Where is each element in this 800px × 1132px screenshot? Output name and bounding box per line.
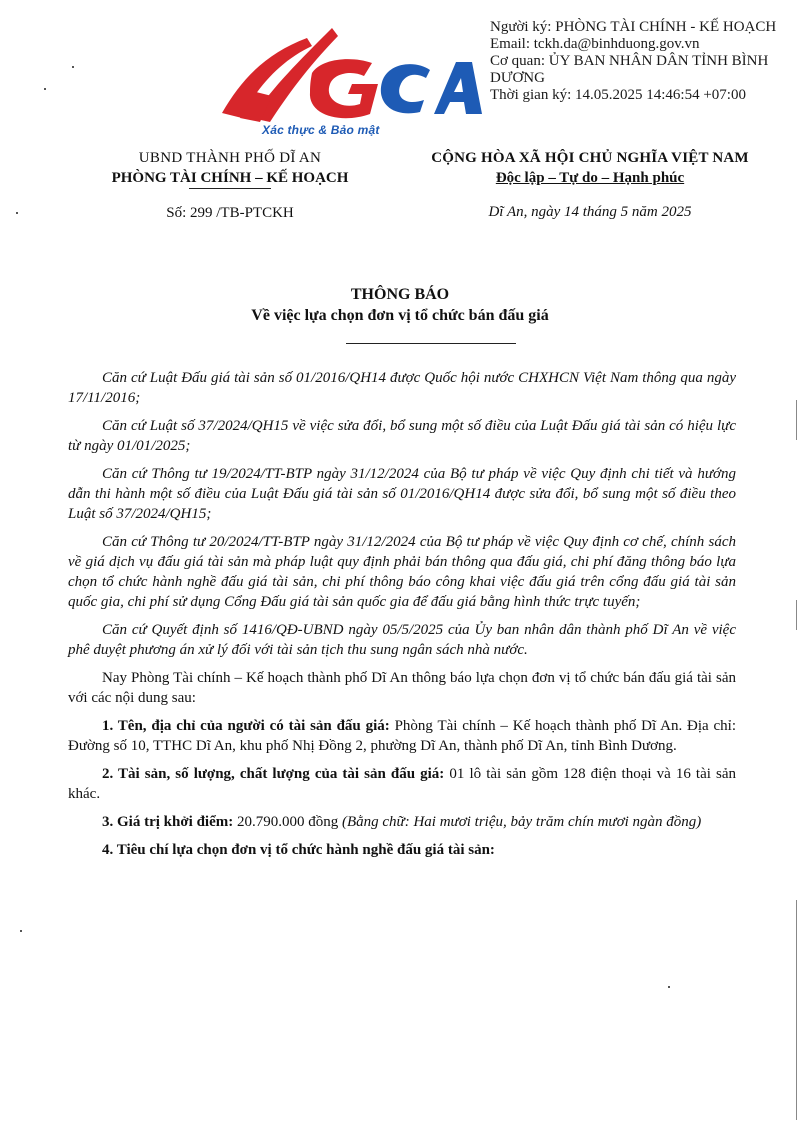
- document-title: [0, 284, 800, 326]
- national-title: CỘNG HÒA XÃ HỘI CHỦ NGHĨA VIỆT NAM: [431, 150, 749, 166]
- signer-email: Email: tckh.da@binhduong.gov.vn: [490, 36, 700, 52]
- section-1: [68, 716, 736, 756]
- scan-edge-mark: [796, 600, 797, 630]
- announcement-intro: Nay Phòng Tài chính – Kế hoạch thành phố Dĩ An thông báo lựa chọn đơn vị tổ chức bán đấu giá tài sản với các nội dung sau:: [68, 670, 736, 706]
- issuing-agency: PHÒNG TÀI CHÍNH – KẾ HOẠCH: [111, 170, 349, 186]
- scan-speck: [72, 66, 74, 68]
- national-header: [400, 148, 780, 222]
- legal-basis-4: Căn cứ Thông tư 20/2024/TT-BTP ngày 31/12/2024 của Bộ tư pháp về việc Quy định cơ chế, chính sách về giá dịch vụ đấu giá tài sản mà pháp luật quy định phải bán thông qua đấu giá, chi phí đăng thông báo lựa chọn tổ chức hành nghề đấu giá tài sản, chi phí thông báo công khai việc đấu giá trên cổng đấu giá tài sản quốc gia, chi phí sử dụng Cổng Đấu giá tài sản quốc gia để đấu giá bằng hình thức trực tuyến;: [68, 534, 736, 610]
- document-date: Dĩ An, ngày 14 tháng 5 năm 2025: [488, 204, 692, 220]
- logo-tagline: Xác thực & Bảo mật: [262, 123, 380, 137]
- issuing-agency-header: [60, 148, 400, 223]
- section-3-label: 3. Giá trị khởi điểm:: [102, 814, 234, 830]
- title-main: THÔNG BÁO: [350, 286, 450, 303]
- section-4: [68, 840, 736, 860]
- scan-speck: [16, 212, 18, 214]
- signing-time: Thời gian ký: 14.05.2025 14:46:54 +07:00: [490, 87, 746, 103]
- agency-underline: [189, 188, 271, 189]
- section-2-text: 01 lô tài sản gồm 128 điện thoại và 16 tài sản khác.: [68, 766, 736, 802]
- title-divider: [346, 343, 516, 344]
- vgca-logo: [212, 18, 487, 140]
- section-2: [68, 764, 736, 804]
- section-1-label: 1. Tên, địa chỉ của người có tài sản đấu giá:: [102, 718, 390, 734]
- section-3-value: 20.790.000 đồng: [233, 814, 342, 830]
- signer-agency: Cơ quan: ỦY BAN NHÂN DÂN TỈNH BÌNH DƯƠNG: [490, 53, 769, 86]
- section-1-text: Phòng Tài chính – Kế hoạch thành phố Dĩ An. Địa chỉ: Đường số 10, TTHC Dĩ An, khu phố Nhị Đồng 2, phường Dĩ An, thành phố Dĩ An, tỉnh Bình Dương.: [68, 718, 737, 754]
- signer-line: Người ký: PHÒNG TÀI CHÍNH - KẾ HOẠCH: [490, 19, 777, 35]
- document-number: Số: 299 /TB-PTCKH: [166, 205, 294, 221]
- legal-basis-3: Căn cứ Thông tư 19/2024/TT-BTP ngày 31/12/2024 của Bộ tư pháp về việc Quy định chi tiết và hướng dẫn thi hành một số điều của Luật Đấu giá tài sản số 01/2016/QH14 được sửa đổi, bổ sung một số điều theo Luật số 37/2024/QH15;: [68, 466, 736, 522]
- scan-speck: [44, 88, 46, 90]
- national-motto: Độc lập – Tự do – Hạnh phúc: [495, 170, 685, 186]
- scan-edge-mark: [796, 400, 797, 440]
- section-4-label: 4. Tiêu chí lựa chọn đơn vị tổ chức hành nghề đấu giá tài sản:: [102, 842, 495, 858]
- parent-agency: UBND THÀNH PHỐ DĨ AN: [138, 150, 322, 166]
- legal-basis-5: Căn cứ Quyết định số 1416/QĐ-UBND ngày 05/5/2025 của Ủy ban nhân dân thành phố Dĩ An về việc phê duyệt phương án xử lý đối với tài sản tịch thu sung ngân sách nhà nước.: [68, 622, 736, 658]
- legal-basis-2: Căn cứ Luật số 37/2024/QH15 về việc sửa đổi, bổ sung một số điều của Luật Đấu giá tài sản có hiệu lực từ ngày 01/01/2025;: [68, 418, 736, 454]
- legal-basis-1: Căn cứ Luật Đấu giá tài sản số 01/2016/QH14 được Quốc hội nước CHXHCN Việt Nam thông qua ngày 17/11/2016;: [68, 370, 736, 406]
- scan-speck: [20, 930, 22, 932]
- document-body: [68, 368, 736, 868]
- scan-speck: [668, 986, 670, 988]
- section-3: [68, 812, 736, 832]
- digital-signature-info: [490, 19, 790, 104]
- section-2-label: 2. Tài sản, số lượng, chất lượng của tài sản đấu giá:: [102, 766, 445, 782]
- title-subject: Về việc lựa chọn đơn vị tổ chức bán đấu giá: [251, 307, 549, 324]
- scan-edge-mark: [796, 900, 797, 1120]
- section-3-words: (Bằng chữ: Hai mươi triệu, bảy trăm chín mươi ngàn đồng): [341, 814, 702, 830]
